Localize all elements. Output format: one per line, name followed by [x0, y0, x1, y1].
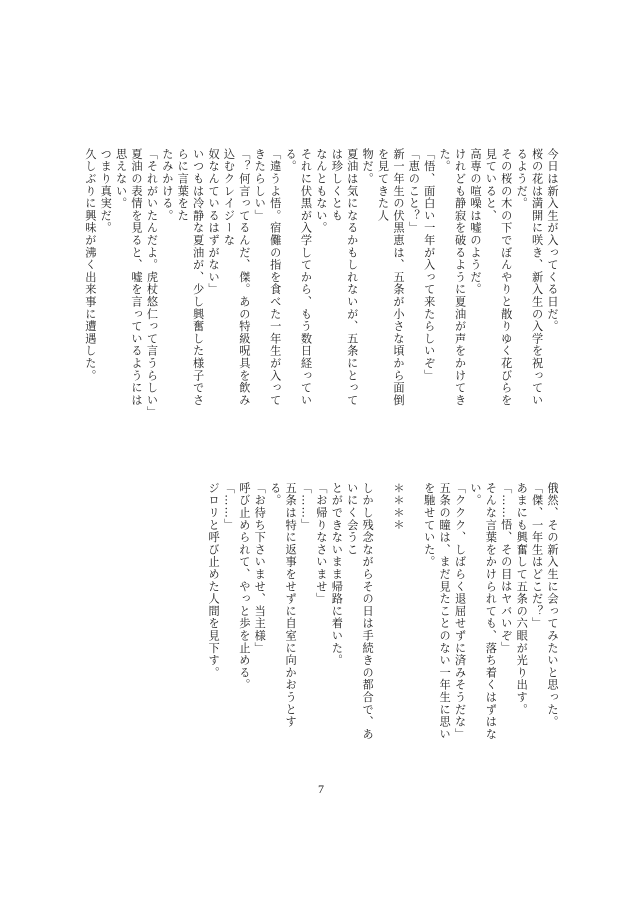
text-line: その桜の木の下でぼんやりと散りゆく花びらを見ていると、: [484, 148, 513, 407]
text-line: 五条の瞳は、まだ見たことのない一年生に思いを馳せていた。: [422, 482, 452, 741]
text-line: 俄然、その新入生に会ってみたいと思った。: [546, 482, 559, 728]
text-line: 「違うよ悟。宿儺の指を食べた一年生が入ってきたらしい」: [253, 148, 282, 407]
text-line: とができないまま帰路に着いた。: [330, 482, 344, 667]
text-line: 夏油は気になるかもしれないが、五条にとっては珍しくとも: [330, 148, 359, 407]
text-line: そんな言葉をかけられても、落ち着くはずはない。: [468, 482, 498, 741]
text-line: 高専の喧噪は嘘のようだ。: [468, 148, 482, 296]
bottom-text-block: [86, 482, 560, 752]
text-line: なんともない。: [314, 148, 328, 235]
text-line: それに伏黒が入学してから、もう数日経っている。: [284, 148, 313, 407]
text-line: ジロリと呼び止めた人間を見下す。: [207, 482, 221, 679]
text-line: 「……」: [222, 482, 236, 532]
text-line: 今日は新入生が入ってくる日だ。: [546, 148, 559, 333]
text-line: たみかける。: [160, 148, 174, 222]
top-text-block: [83, 148, 560, 419]
text-line: 新一年生の伏黒恵は、五条が小さな頃から面倒を見てきた人: [376, 148, 405, 407]
text-line: [406, 482, 421, 752]
text-line: 「ククク、しばらく退屈せずに済みそうだな」: [453, 482, 467, 741]
text-line: ＊＊＊＊: [391, 482, 405, 532]
text-line: 物だ。: [361, 148, 375, 185]
text-line: 「悟、面白い一年が入って来たらしいぞ」: [422, 148, 436, 382]
text-line: 久しぶりに興味が沸く出来事に遭遇した。: [83, 148, 97, 382]
text-line: しかし残念ながらその日は手続きの都合で、あいにく会うこ: [345, 482, 375, 741]
text-line: [375, 482, 390, 752]
text-line: いつもは冷静な夏油が、少し興奮した様子でさらに言葉をた: [176, 148, 205, 407]
text-line: 夏油の表情を見ると、嘘を言っているようには思えない。: [114, 148, 144, 407]
text-line: 「傑、一年生はどこだ？」: [530, 482, 544, 630]
text-line: 奴なんているはずがない」: [207, 148, 221, 296]
text-line: 桜の花は満開に咲き、新入生の入学を祝っているようだ。: [515, 148, 544, 407]
text-line: 「お帰りなさいませ」: [314, 482, 328, 605]
text-line: 五条は特に返事をせずに自室に向かおうとする。: [268, 482, 298, 728]
page-number: 7: [318, 782, 324, 796]
text-line: つまり真実だ。: [99, 148, 113, 235]
text-line: 「それがいたんだよ。虎杖悠仁って言うらしい」: [145, 148, 159, 419]
text-line: 「……」: [299, 482, 313, 532]
text-line: あまにも興奮して五条の六眼が光り出す。: [515, 482, 529, 716]
text-line: けれども静寂を破るように夏油が声をかけてきた。: [438, 148, 467, 407]
text-line: 「？何言ってるんだ、傑。あの特級呪具を飲み込むクレイジーな: [222, 148, 251, 407]
text-line: 「恵のこと？」: [407, 148, 421, 235]
text-line: 「……悟、その目はヤバいぞ」: [499, 482, 513, 655]
text-line: 「お待ち下さいませ、当主様」: [253, 482, 267, 655]
text-line: 呼び止められて、やっと歩を止める。: [237, 482, 251, 692]
